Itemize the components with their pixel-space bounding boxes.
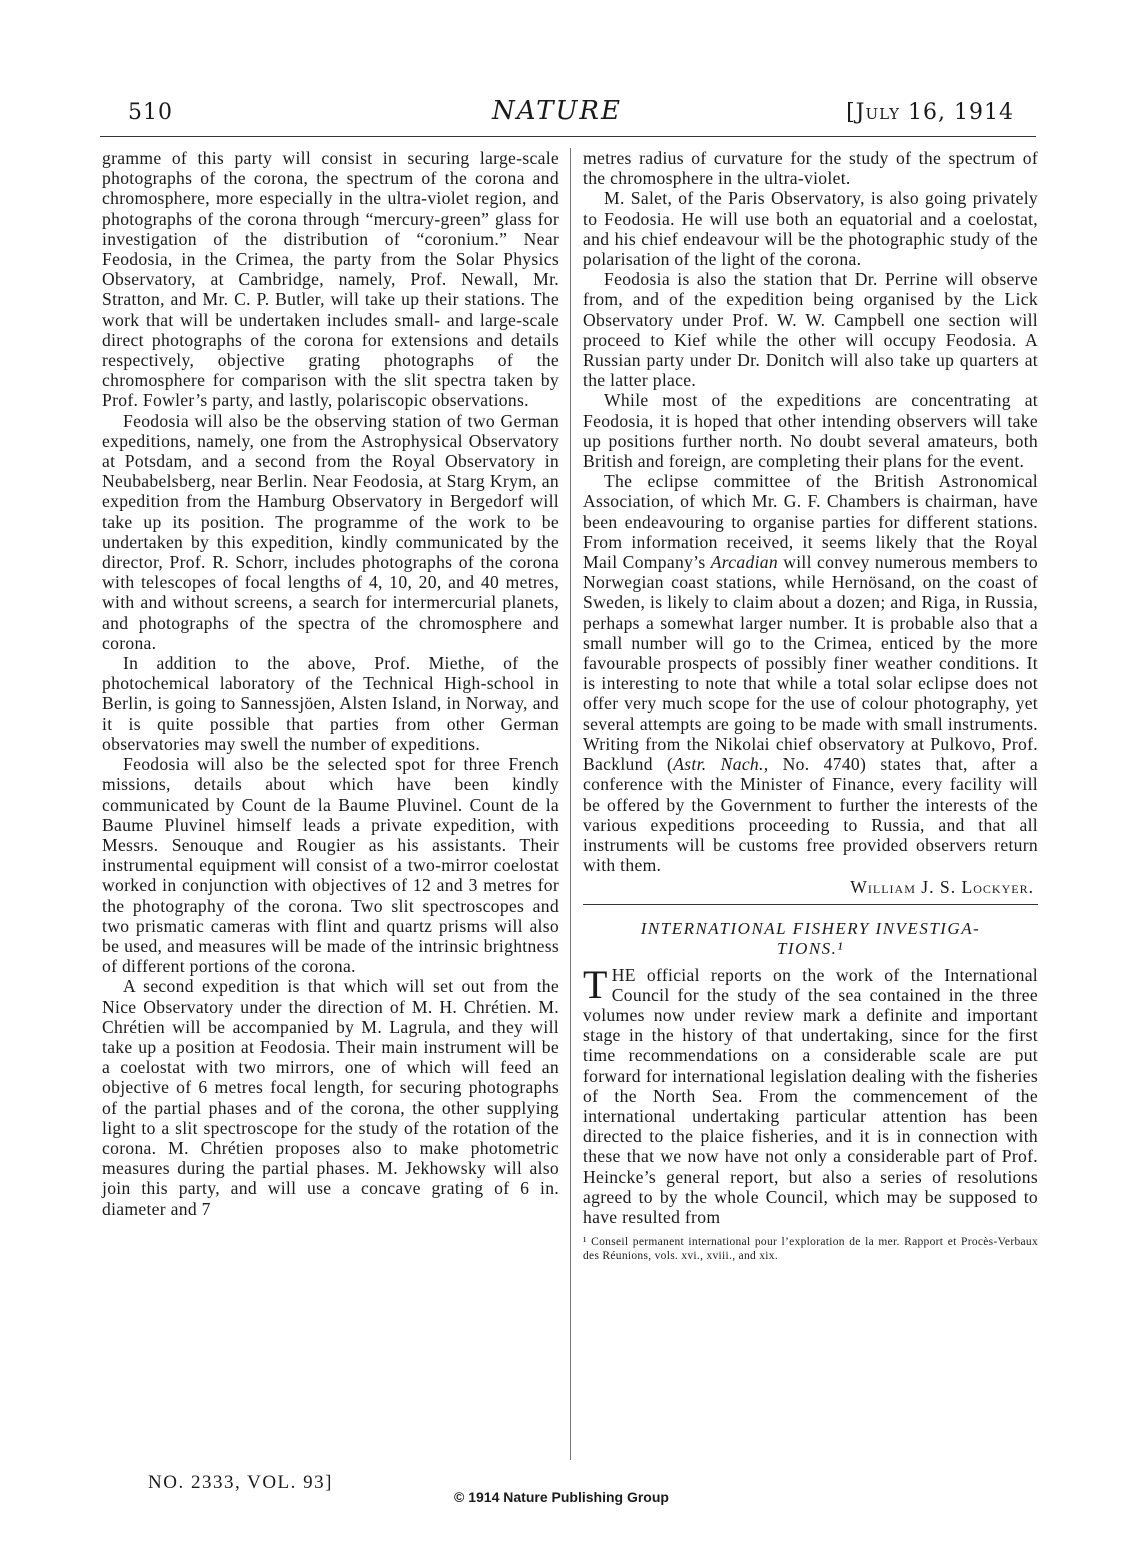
column-divider [570,148,571,1460]
paragraph: Feodosia will also be the selected spot for three French missions, details about which have been kindly communicated by Count de la Baume Pluvinel. Count de la Baume Pluvinel himself leads a private expedition, with Messrs. Senouque and Rougier as his assistants. Their instrumental equipment will consist of a two-mirror coelostat worked in conjunction with objectives of 12 and 3 metres for the photography of the corona. Two slit spectroscopes and two prismatic cameras with flint and quartz prisms will also be used, and measures will be made of the intrinsic brightness of different portions of the corona. [102,754,559,977]
text-span: The eclipse committee of the British Astronomical Association, of which Mr. G. F. Chambers is chairman, have been endeavouring to organise parties for different stations. From information received, it seems likely that the Royal Mail Company’s [583,471,1038,573]
journal-title: NATURE [492,96,622,126]
ship-name: Arcadian [710,552,778,573]
section-title [583,919,1038,959]
section-title-line: INTERNATIONAL FISHERY INVESTIGA- [640,918,981,938]
paragraph: gramme of this party will consist in securing large-scale photographs of the corona, the spectrum of the corona and chromosphere, more especially in the ultra-violet region, and photographs of the corona through “mercury-green” glass for investigation of the distribution of “coronium.” Near Feodosia, in the Crimea, the party from the Solar Physics Observatory, at Cambridge, namely, Prof. Newall, Mr. Stratton, and Mr. C. P. Butler, will take up their stations. The work that will be undertaken includes small- and large-scale direct photographs of the corona for extensions and details respectively, objective grating photographs of the chromosphere for comparison with the slit spectra taken by Prof. Fowler’s party, and lastly, polariscopic observations. [102,148,559,411]
page-number: 510 [128,100,173,125]
paragraph: While most of the expeditions are concentrating at Feodosia, it is hoped that other intending observers will take up positions further north. No doubt several amateurs, both British and foreign, are completing their plans for the event. [583,390,1038,472]
citation: Astr. Nach., [673,754,769,775]
paragraph: In addition to the above, Prof. Miethe, of the photochemical laboratory of the Technical High-school in Berlin, is going to Sannessjöen, Alsten Island, in Norway, and it is quite possible that parties from other German observatories may swell the number of expeditions. [102,653,559,754]
paragraph: Feodosia is also the station that Dr. Perrine will observe from, and of the expedition being organised by the Lick Observatory under Prof. W. W. Campbell one section will proceed to Kief while the other will occupy Feodosia. A Russian party under Dr. Donitch will also take up quarters at the latter place. [583,269,1038,391]
header-rule [100,136,1036,137]
footnote: ¹ Conseil permanent international pour l’exploration de la mer. Rapport et Procès-Verbaux des Réunions, vols. xvi., xviii., and xix. [583,1236,1038,1263]
author-signature: William J. S. Lockyer. [850,877,1034,898]
paragraph: A second expedition is that which will set out from the Nice Observatory under the direction of M. H. Chrétien. M. Chrétien will be accompanied by M. Lagrula, and they will take up a position at Feodosia. Their main instrument will be a coelostat with two mirrors, one of which will feed an objective of 6 metres focal length, for securing photographs of the partial phases and of the corona, the other supplying light to a slit spectroscope for the study of the rotation of the corona. M. Chrétien proposes also to make photometric measures during the partial phases. M. Jekhowsky will also join this party, and will use a concave grating of 6 in. diameter and 7 [102,976,559,1219]
text-span: No. 4740) states that, after a conference with the Minister of Finance, every facility will be offered by the Government to further the interests of the various expeditions proceeding to Russia, and that all instruments will be customs free provided observers return with them. [583,754,1038,876]
paragraph [583,471,1038,875]
paragraph: Feodosia will also be the observing station of two German expeditions, namely, one from the Astrophysical Observatory at Potsdam, and a second from the Royal Observatory in Neubabelsberg, near Berlin. Near Feodosia, at Starg Krym, an expedition from the Hamburg Observatory in Bergedorf will take up its position. The programme of the work to be undertaken by this expedition, kindly communicated by the director, Prof. R. Schorr, includes photographs of the corona with telescopes of focal lengths of 4, 10, 20, and 40 metres, with and without screens, a search for intermercurial planets, and photographs of the spectra of the chromosphere and corona. [102,410,559,653]
right-column [583,148,1038,1263]
left-column [102,148,559,1219]
text-span: will convey numerous members to Norwegian coast stations, while Hernösand, on the coast of Sweden, is likely to claim about a dozen; and Riga, in Russia, perhaps a somewhat larger number. It is probable also that a small number will go to the Crimea, enticed by the more favourable prospects of possibly finer weather conditions. It is interesting to note that while a total solar eclipse does not offer very much scope for the use of colour photography, yet several attempts are going to be made with small instruments. Writing from the Nikolai chief observatory at Pulkovo, Prof. Backlund ( [583,552,1038,775]
paragraph: metres radius of curvature for the study of the spectrum of the chromosphere in the ultra-violet. [583,148,1038,189]
section-title-line: TIONS.¹ [776,938,845,958]
section-rule [583,904,1038,905]
drop-cap: T [583,961,608,1007]
paragraph: M. Salet, of the Paris Observatory, is also going privately to Feodosia. He will use both an equatorial and a coelostat, and his chief endeavour will be the photographic study of the polarisation of the light of the corona. [583,188,1038,270]
section-paragraph [583,961,1038,1228]
section-body: HE official reports on the work of the International Council for the study of the sea contained in the three volumes now under review mark a definite and important stage in the history of that undertaking, since for the first time recommendations on a considerable scale are put forward for international legislation dealing with the fisheries of the North Sea. From the commencement of the international undertaking particular attention has been directed to the plaice fisheries, and it is in connection with these that we now have not only a considerable part of Prof. Heincke’s general report, but also a series of resolutions agreed to by the whole Council, which may be supposed to have resulted from [583,964,1038,1227]
issue-number: NO. 2333, VOL. 93] [148,1472,333,1493]
copyright-notice: © 1914 Nature Publishing Group [454,1489,669,1505]
issue-date: [July 16, 1914 [846,100,1014,125]
page-header [100,92,1014,132]
